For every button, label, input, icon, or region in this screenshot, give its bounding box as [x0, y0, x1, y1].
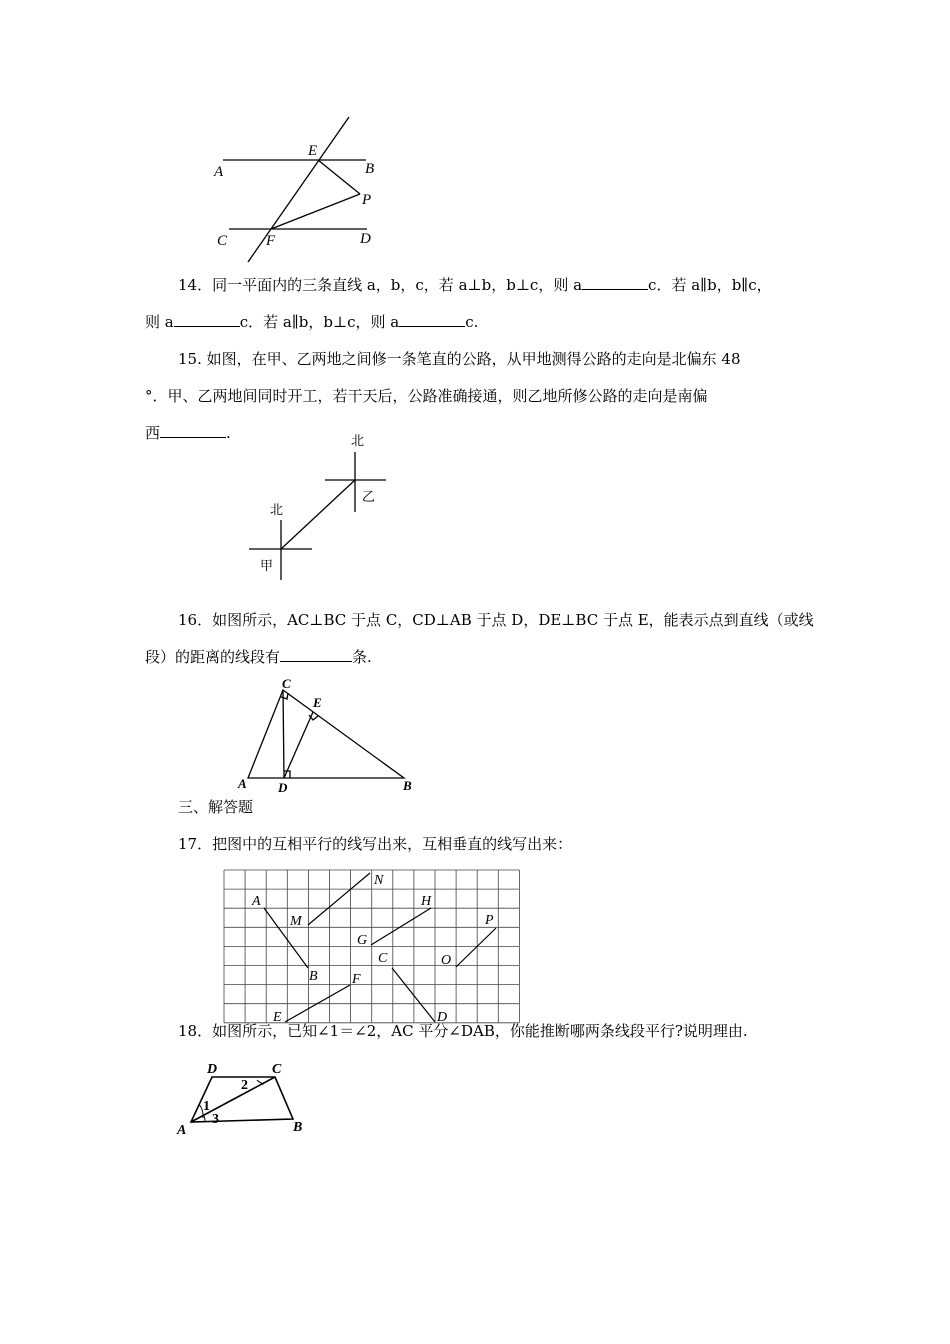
angle-mark-2	[257, 1080, 264, 1084]
label-jia: 甲	[260, 558, 274, 573]
label-n: N	[374, 873, 384, 888]
label-d: D	[437, 1010, 448, 1025]
label-angle-3: 3	[212, 1112, 219, 1127]
label-b: B	[365, 161, 375, 177]
q18-text: 18．如图所示，已知∠1＝∠2，AC 平分∠DAB，你能推断哪两条线段平行?说明理由.	[178, 1022, 748, 1040]
label-h: H	[421, 894, 432, 909]
label-f: F	[352, 972, 361, 987]
label-a: A	[177, 1123, 187, 1138]
label-angle-2: 2	[241, 1078, 248, 1093]
q16-text-2a: 段）的距离的线段有	[145, 648, 281, 666]
label-a: A	[238, 776, 247, 791]
section-title: 三、解答题	[178, 798, 254, 816]
q14-text-2a: 则 a	[145, 313, 174, 331]
label-c: C	[378, 951, 388, 966]
q14-text-1b: c．若 a∥b，b∥c，	[648, 276, 772, 294]
label-d: D	[207, 1062, 218, 1077]
label-d: D	[360, 231, 371, 247]
label-a: A	[252, 894, 261, 909]
angle-mark-3	[204, 1116, 205, 1121]
q16-line1: 16．如图所示，AC⊥BC 于点 C，CD⊥AB 于点 D，DE⊥BC 于点 E，能表示点到直线（或线	[178, 611, 814, 629]
label-g: G	[357, 933, 368, 948]
label-c: C	[217, 233, 228, 249]
label-north-yi: 北	[351, 433, 365, 448]
q15-line1: 15. 如图，在甲、乙两地之间修一条笔直的公路，从甲地测得公路的走向是北偏东 48	[178, 350, 741, 368]
label-e: E	[273, 1010, 282, 1025]
label-f: F	[266, 233, 276, 249]
label-b: B	[309, 969, 318, 984]
q14-text-2c: c.	[465, 313, 479, 331]
label-e: E	[308, 143, 318, 159]
label-p: P	[362, 192, 372, 208]
label-d: D	[278, 780, 288, 795]
label-c: C	[282, 676, 291, 691]
label-north-jia: 北	[270, 502, 284, 517]
q16-text-2b: 条.	[352, 648, 372, 666]
label-a: A	[214, 164, 224, 180]
q15-text-3a: 西	[145, 424, 161, 442]
label-c: C	[272, 1062, 282, 1077]
label-m: M	[290, 914, 302, 929]
q14-text-2b: c．若 a∥b，b⊥c，则 a	[239, 313, 400, 331]
q17-text: 17．把图中的互相平行的线写出来，互相垂直的线写出来：	[178, 835, 573, 853]
q15-line2: °．甲、乙两地间同时开工，若干天后，公路准确接通，则乙地所修公路的走向是南偏	[145, 387, 708, 405]
label-o: O	[441, 953, 452, 968]
q15-text-3b: .	[226, 424, 231, 442]
label-b: B	[293, 1120, 303, 1135]
label-e: E	[313, 695, 322, 710]
q14-text-1a: 14．同一平面内的三条直线 a，b，c，若 a⊥b，b⊥c，则 a	[178, 276, 583, 294]
label-p: P	[485, 913, 494, 928]
label-yi: 乙	[362, 489, 376, 504]
label-angle-1: 1	[203, 1099, 210, 1114]
label-b: B	[403, 778, 412, 793]
